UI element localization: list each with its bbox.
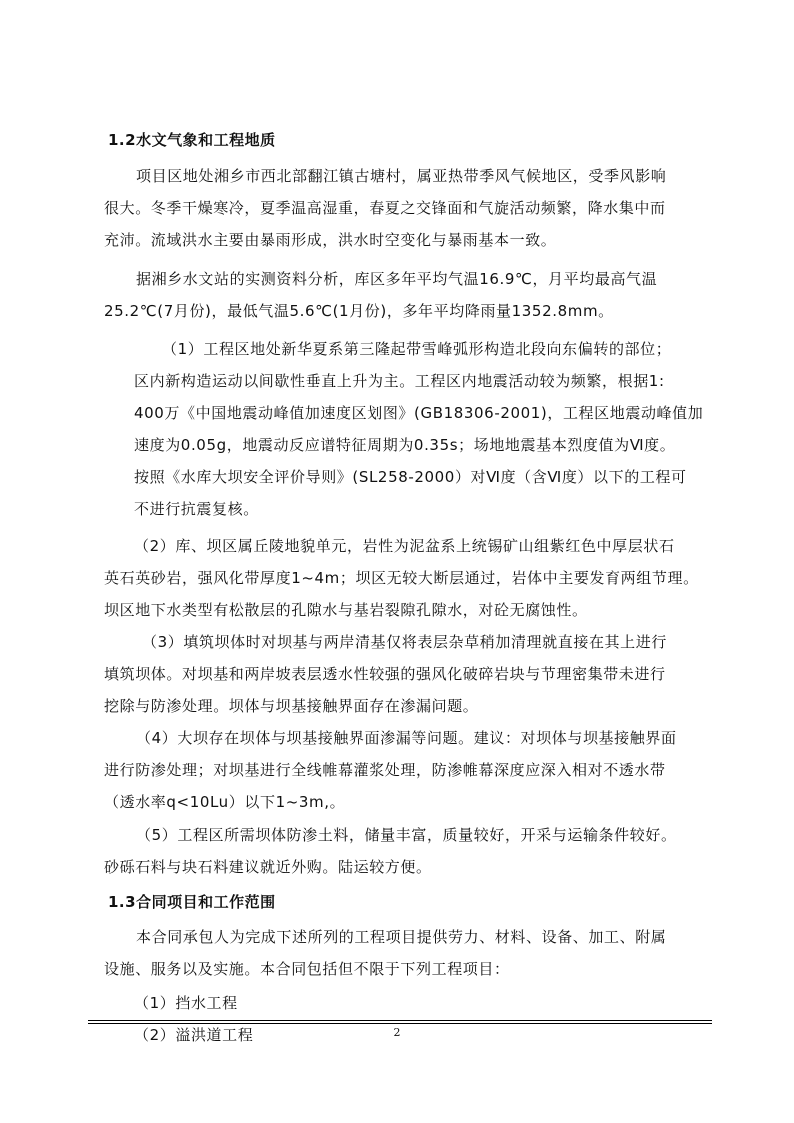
text-line: 据湘乡水文站的实测资料分析，库区多年平均气温16.9℃，月平均最高气温 xyxy=(136,270,658,288)
section-heading-1-2: 1.2水文气象和工程地质 xyxy=(108,131,276,149)
text-line: 进行防渗处理；对坝基进行全线帷幕灌浆处理，防渗帷幕深度应深入相对不透水带 xyxy=(104,761,666,779)
section-heading-1-3: 1.3合同项目和工作范围 xyxy=(108,893,276,911)
text-line: 项目区地处湘乡市西北部翻江镇古塘村，属亚热带季风气候地区，受季风影响 xyxy=(136,167,667,185)
text-line: 不进行抗震复核。 xyxy=(134,500,259,518)
text-line: （5）工程区所需坝体防渗土料，储量丰富，质量较好，开采与运输条件较好。 xyxy=(136,826,677,844)
text-line: 英石英砂岩，强风化带厚度1~4m；坝区无较大断层通过，岩体中主要发育两组节理。 xyxy=(104,569,699,587)
text-line: （2）库、坝区属丘陵地貌单元，岩性为泥盆系上统锡矿山组紫红色中厚层状石 xyxy=(134,537,675,555)
list-item: （1）挡水工程 xyxy=(134,994,238,1012)
text-line: 坝区地下水类型有松散层的孔隙水与基岩裂隙孔隙水，对砼无腐蚀性。 xyxy=(104,601,588,619)
text-line: 设施、服务以及实施。本合同包括但不限于下列工程项目： xyxy=(104,960,510,978)
text-line: （4）大坝存在坝体与坝基接触界面渗漏等问题。建议：对坝体与坝基接触界面 xyxy=(136,729,677,747)
footer-rule-top xyxy=(88,1020,712,1021)
text-line: （透水率q<10Lu）以下1~3m,。 xyxy=(104,793,346,811)
text-line: 挖除与防渗处理。坝体与坝基接触界面存在渗漏问题。 xyxy=(104,697,479,715)
footer-rule-bottom xyxy=(88,1023,712,1024)
text-line: （1）工程区地处新华夏系第三隆起带雪峰弧形构造北段向东偏转的部位； xyxy=(162,340,672,358)
text-line: 区内新构造运动以间歇性垂直上升为主。工程区内地震活动较为频繁，根据1: xyxy=(134,372,665,390)
page-number: 2 xyxy=(393,1026,401,1039)
text-line: 充沛。流域洪水主要由暴雨形成，洪水时空变化与暴雨基本一致。 xyxy=(104,231,557,249)
text-line: 本合同承包人为完成下述所列的工程项目提供劳力、材料、设备、加工、附属 xyxy=(136,928,667,946)
text-line: 砂砾石料与块石料建议就近外购。陆运较方便。 xyxy=(104,858,432,876)
text-line: （3）填筑坝体时对坝基与两岸清基仅将表层杂草稍加清理就直接在其上进行 xyxy=(142,633,667,651)
text-line: 速度为0.05g，地震动反应谱特征周期为0.35s；场地地震基本烈度值为Ⅵ度。 xyxy=(134,436,676,454)
text-line: 很大。冬季干燥寒冷，夏季温高湿重，春夏之交锋面和气旋活动频繁，降水集中而 xyxy=(104,199,666,217)
text-line: 按照《水库大坝安全评价导则》(SL258-2000）对Ⅵ度（含Ⅵ度）以下的工程可 xyxy=(134,468,687,486)
text-line: 填筑坝体。对坝基和两岸坡表层透水性较强的强风化破碎岩块与节理密集带未进行 xyxy=(104,665,666,683)
text-line: 25.2℃(7月份)，最低气温5.6℃(1月份)，多年平均降雨量1352.8mm。 xyxy=(104,302,614,320)
text-line: 400万《中国地震动峰值加速度区划图》(GB18306-2001)，工程区地震动峰值加 xyxy=(134,404,704,422)
list-item: （2）溢洪道工程 xyxy=(134,1026,254,1044)
